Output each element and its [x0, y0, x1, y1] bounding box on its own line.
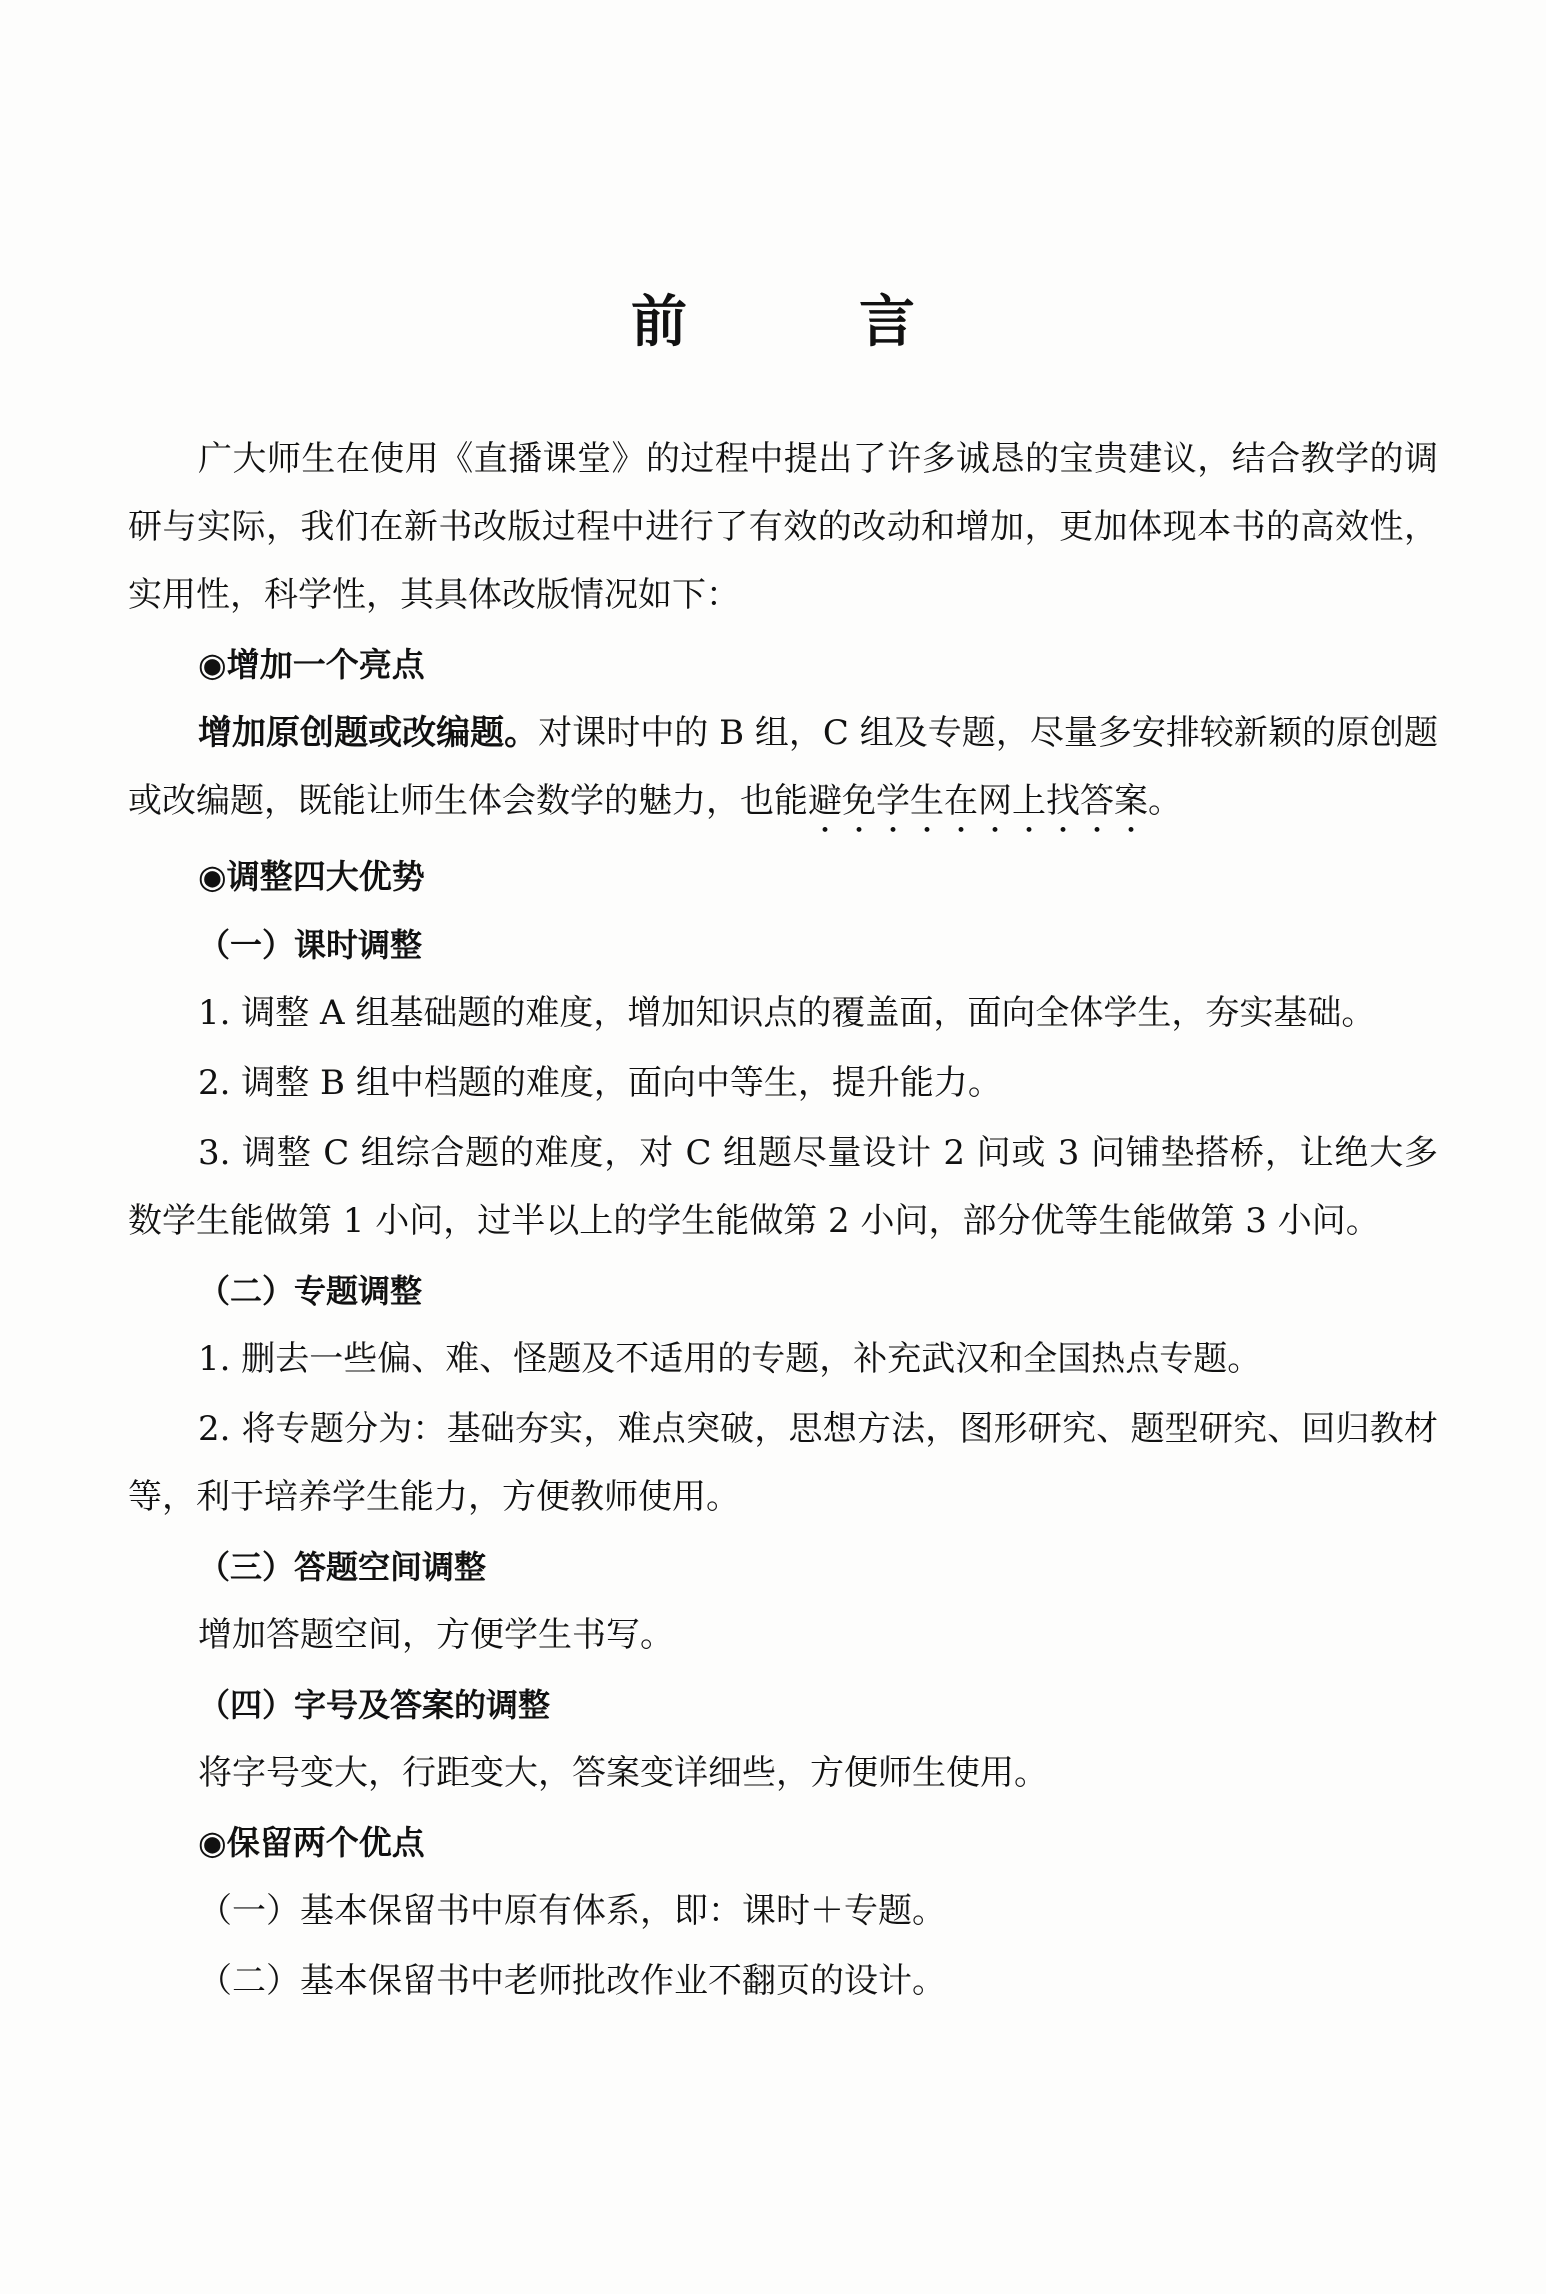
- answer-space-text: 增加答题空间，方便学生书写。: [198, 1615, 674, 1655]
- topic-item: 1. 删去一些偏、难、怪题及不适用的专题，补充武汉和全国热点专题。: [198, 1339, 1262, 1379]
- highlight-emphasis: 避免学生在网上找答案: [808, 781, 1148, 821]
- highlight-lead: 增加原创题或改编题。: [198, 713, 539, 753]
- highlight-end: 。: [1148, 781, 1182, 821]
- font-answers-text: 将字号变大，行距变大，答案变详细些，方便师生使用。: [198, 1753, 1048, 1793]
- section-heading-retained: ◉保留两个优点: [198, 1823, 425, 1862]
- preface-body: [128, 425, 1438, 2017]
- highlight-paragraph: [128, 699, 1438, 841]
- topic-item: 2. 将专题分为：基础夯实，难点突破，思想方法，图形研究、题型研究、回归教材等，利于培养学生能力，方便教师使用。: [128, 1409, 1438, 1517]
- section-heading-highlight: ◉增加一个亮点: [198, 645, 425, 684]
- page-title: 前 言: [631, 290, 973, 355]
- subheading-font-answers: （四）字号及答案的调整: [198, 1686, 551, 1724]
- lesson-item: 3. 调整 C 组综合题的难度，对 C 组题尽量设计 2 问或 3 问铺垫搭桥，让绝大多数学生能做第 1 小问，过半以上的学生能做第 2 小问，部分优等生能做第 3 小问。: [128, 1133, 1438, 1241]
- highlight-text: 对课时中的 B 组，C 组及专题，尽量多安排较新颖的原创题或改编题，既能让师生体会数学的魅力，也能: [128, 713, 1439, 821]
- lesson-item: 1. 调整 A 组基础题的难度，增加知识点的覆盖面，面向全体学生，夯实基础。: [198, 993, 1376, 1033]
- intro-paragraph: 广大师生在使用《直播课堂》的过程中提出了许多诚恳的宝贵建议，结合教学的调研与实际，我们在新书改版过程中进行了有效的改动和增加，更加体现本书的高效性，实用性，科学性，其具体改版情况如下：: [128, 439, 1438, 615]
- subheading-answer-space: （三）答题空间调整: [198, 1548, 487, 1586]
- retained-item: （二）基本保留书中老师批改作业不翻页的设计。: [198, 1961, 946, 2001]
- lesson-item: 2. 调整 B 组中档题的难度，面向中等生，提升能力。: [198, 1063, 1002, 1103]
- section-heading-advantages: ◉调整四大优势: [198, 857, 425, 896]
- subheading-topic: （二）专题调整: [198, 1272, 423, 1310]
- retained-item: （一）基本保留书中原有体系，即：课时＋专题。: [198, 1891, 946, 1931]
- subheading-lesson: （一）课时调整: [198, 926, 423, 964]
